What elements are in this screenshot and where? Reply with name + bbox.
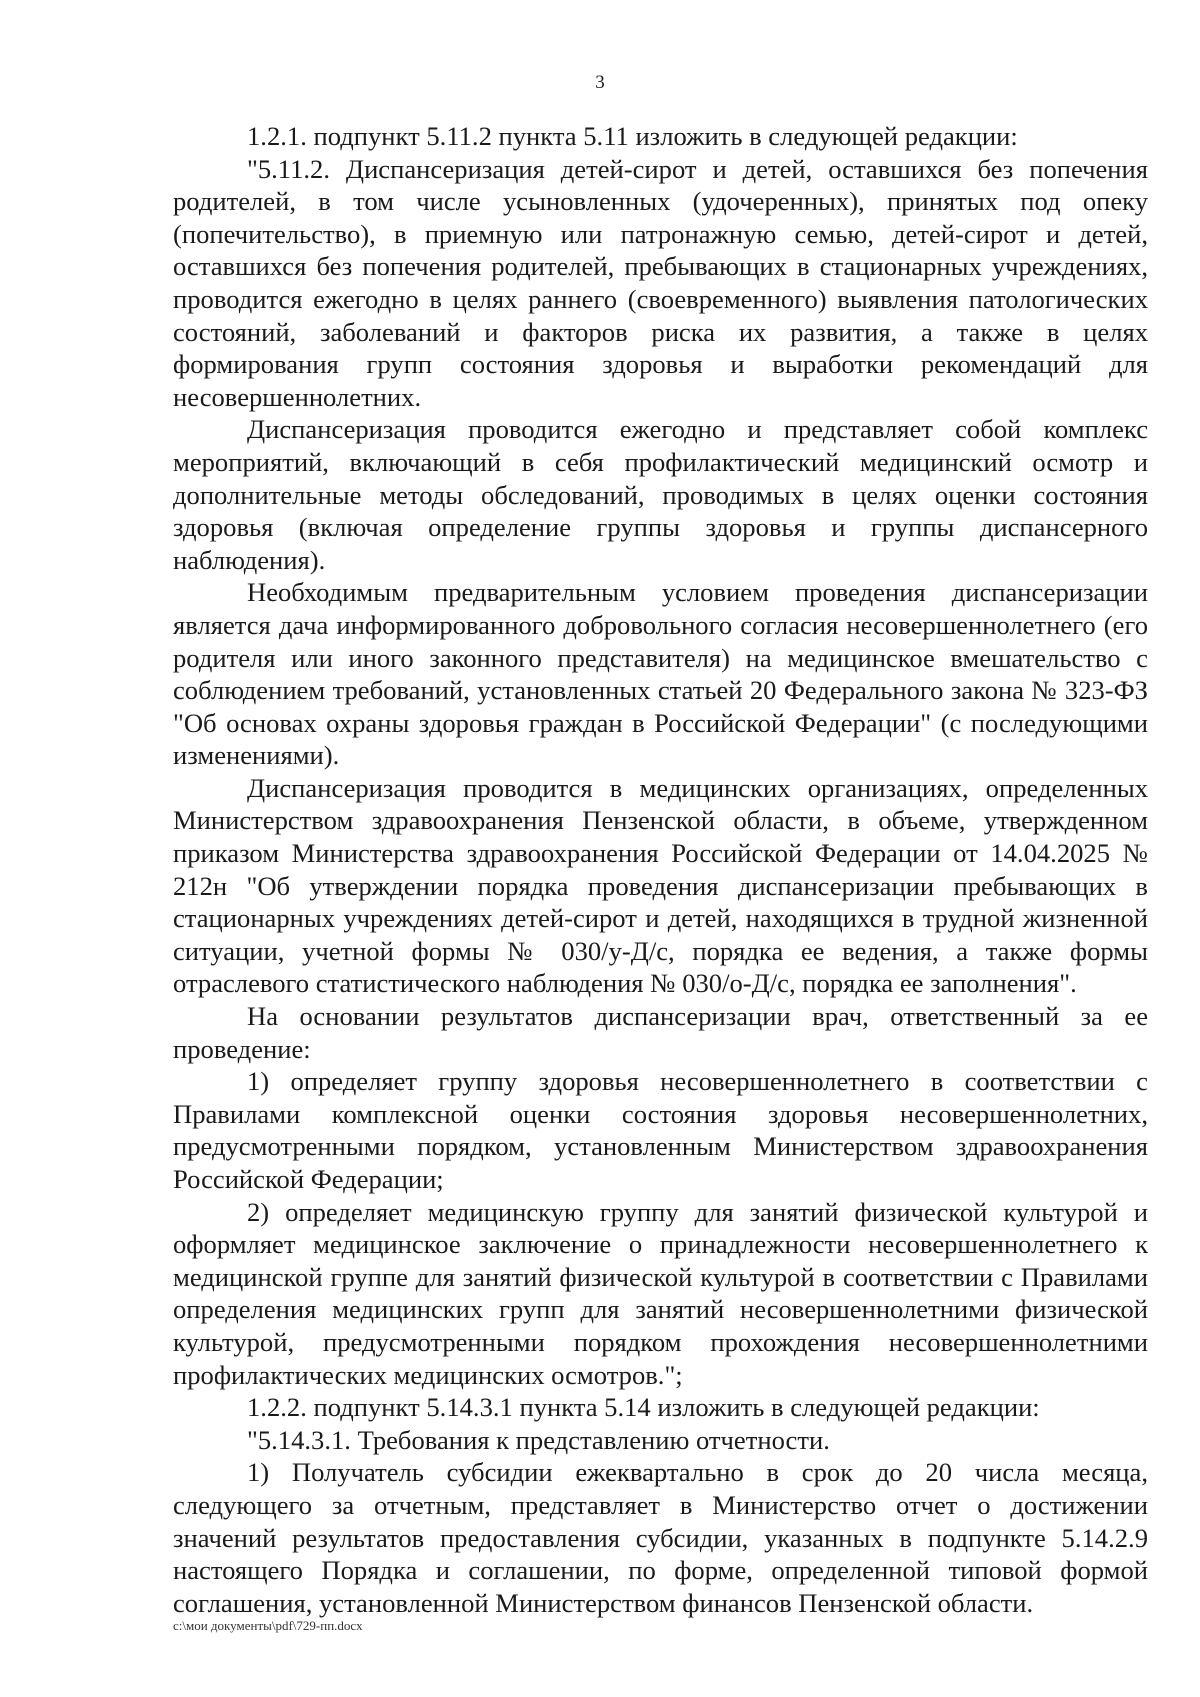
document-body xyxy=(173,120,1148,1619)
footer-file-path: c:\мои документы\pdf\729-пп.docx xyxy=(173,1618,363,1633)
paragraph-organizations: Диспансеризация проводится в медицинских организациях, определенных Министерством здравоохранения Пензенской области, в объеме, утвержденном приказом Министерства здравоохранения Российской Федерации от 14.04.2025 № 212н "Об утверждении порядка проведения диспансеризации пребывающих в стационарных учреждениях детей-сирот и детей, находящихся в трудной жизненной ситуации, учетной формы № 030/у-Д/с, порядка ее ведения, а также формы отраслевого статистического наблюдения № 030/о-Д/с, порядка ее заполнения". xyxy=(173,772,1148,999)
paragraph-1-2-1: 1.2.1. подпункт 5.11.2 пункта 5.11 изложить в следующей редакции: xyxy=(247,121,1018,151)
paragraph-5-11-2: "5.11.2. Диспансеризация детей-сирот и детей, оставшихся без попечения родителей, в том числе усыновленных (удочеренных), принятых под опеку (попечительство), в приемную или патронажную семью, детей-сирот и детей, оставшихся без попечения родителей, пребывающих в стационарных учреждениях, проводится ежегодно в целях раннего (своевременного) выявления патологических состояний, заболеваний и факторов риска их развития, а также в целях формирования групп состояния здоровья и выработки рекомендаций для несовершеннолетних. xyxy=(173,153,1148,412)
paragraph-item-1-health-group: 1) определяет группу здоровья несовершеннолетнего в соответствии с Правилами комплексной оценки состояния здоровья несовершеннолетних, предусмотренными порядком, установленным Министерством здравоохранения Российской Федерации; xyxy=(173,1066,1148,1194)
paragraph-1-2-2: 1.2.2. подпункт 5.14.3.1 пункта 5.14 изложить в следующей редакции: xyxy=(247,1392,1040,1423)
paragraph-reporting-item-1: 1) Получатель субсидии ежеквартально в срок до 20 числа месяца, следующего за отчетным, представляет в Министерство отчет о достижении значений результатов предоставления субсидии, указанных в подпункте 5.14.2.9 настоящего Порядка и соглашении, по форме, определенной типовой формой соглашения, установленной Министерством финансов Пензенской области. xyxy=(173,1457,1148,1618)
paragraph-results: На основании результатов диспансеризации врач, ответственный за ее проведение: xyxy=(173,1001,1148,1064)
paragraph-consent: Необходимым предварительным условием проведения диспансеризации является дача информированного добровольного согласия несовершеннолетнего (его родителя или иного законного представителя) на медицинское вмешательство с соблюдением требований, установленных статьей 20 Федерального закона № 323-ФЗ "Об основах охраны здоровья граждан в Российской Федерации" (с последующими изменениями). xyxy=(173,577,1148,771)
paragraph-5-14-3-1: "5.14.3.1. Требования к представлению отчетности. xyxy=(247,1424,830,1455)
paragraph-item-2-medical-group: 2) определяет медицинскую группу для занятий физической культурой и оформляет медицинское заключение о принадлежности несовершеннолетнего к медицинской группе для занятий физической культурой в соответствии с Правилами определения медицинских групп для занятий несовершеннолетними физической культурой, предусмотренными порядком прохождения несовершеннолетними профилактических медицинских осмотров."; xyxy=(173,1196,1148,1390)
paragraph-dispensary-annual: Диспансеризация проводится ежегодно и представляет собой комплекс мероприятий, включающий в себя профилактический медицинский осмотр и дополнительные методы обследований, проводимых в целях оценки состояния здоровья (включая определение группы здоровья и группы диспансерного наблюдения). xyxy=(173,414,1148,575)
page-number: 3 xyxy=(595,72,605,93)
